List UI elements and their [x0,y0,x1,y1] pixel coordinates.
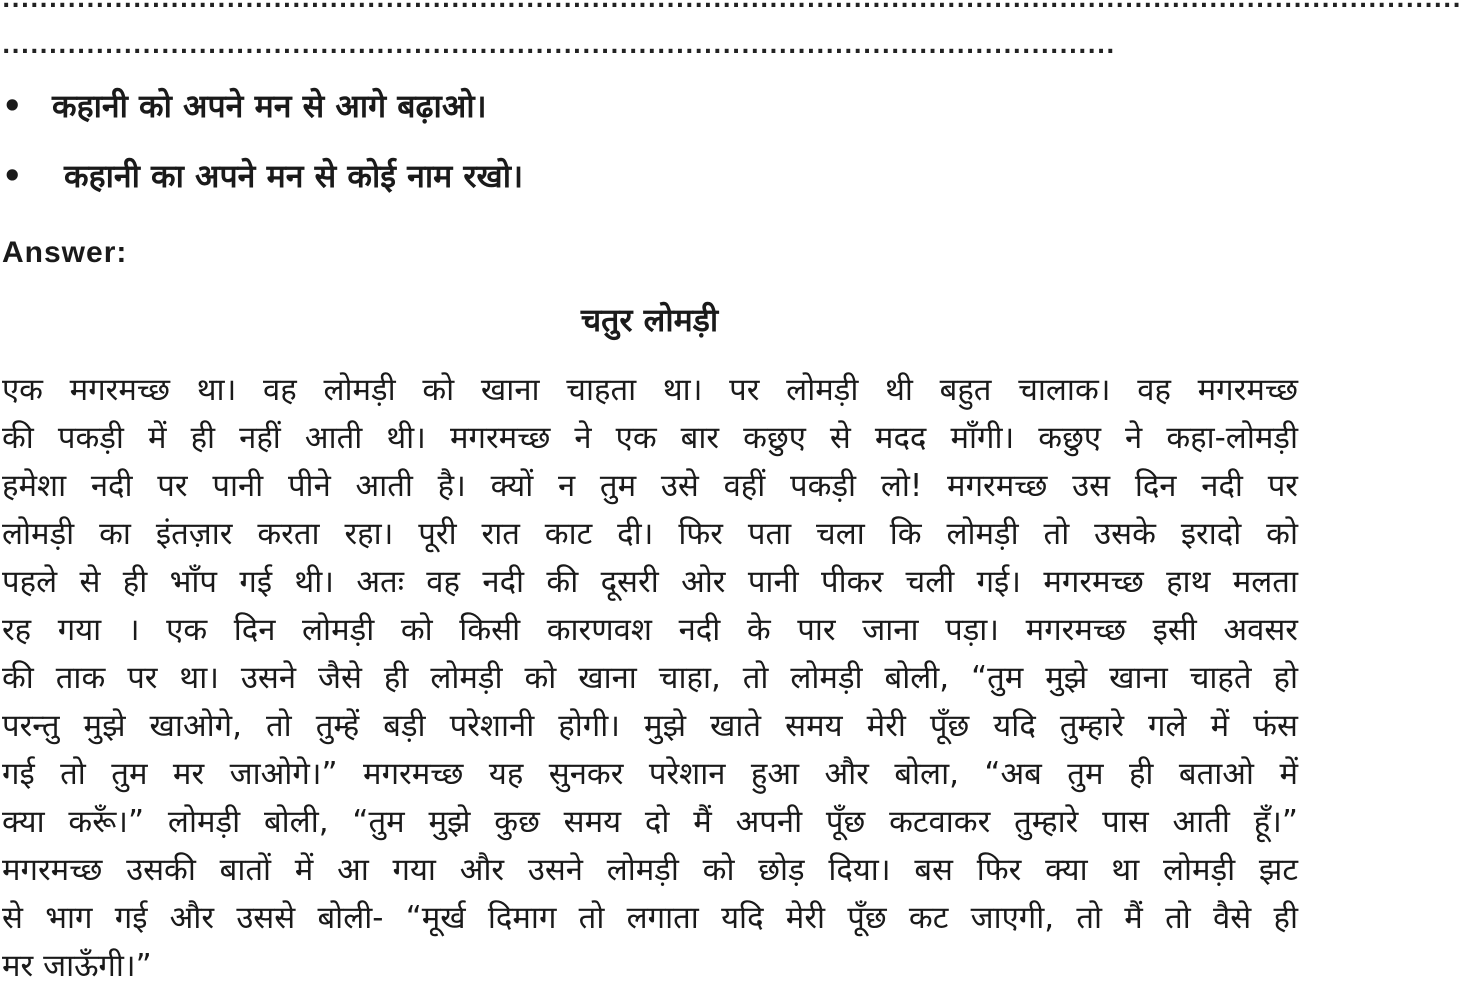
story-line: पहले से ही भाँप गई थी। अतः वह नदी की दूसरी ओर पानी पीकर चली गई। मगरमच्छ हाथ मलता [2,564,1298,600]
answer-label: Answer: [2,236,128,269]
instruction-text: कहानी को अपने मन से आगे बढ़ाओ। [52,87,487,125]
story-line: गई तो तुम मर जाओगे।” मगरमच्छ यह सुनकर परेशान हुआ और बोला, “अब तुम ही बताओ में [2,756,1298,792]
story-line: से भाग गई और उससे बोली- “मूर्ख दिमाग तो लगाता यदि मेरी पूँछ कट जाएगी, तो मैं तो वैसे ही [2,900,1298,936]
bullet-icon: • [2,157,23,195]
story-title: चतुर लोमड़ी [580,301,719,339]
instruction-item [2,84,487,127]
story-line: हमेशा नदी पर पानी पीने आती है। क्यों न तुम उसे वहीं पकड़ी लो! मगरमच्छ उस दिन नदी पर [2,468,1298,504]
dotted-answer-line: ............................................................................................................................................................ [2,0,1462,13]
story-line: की ताक पर था। उसने जैसे ही लोमड़ी को खाना चाहा, तो लोमड़ी बोली, “तुम मुझे खाना चाहते हो [2,660,1298,696]
story-line: परन्तु मुझे खाओगे, तो तुम्हें बड़ी परेशानी होगी। मुझे खाते समय मेरी पूँछ यदि तुम्हारे गले में फंस [2,708,1298,744]
story-line: लोमड़ी का इंतज़ार करता रहा। पूरी रात काट दी। फिर पता चला कि लोमड़ी तो उसके इरादो को [2,516,1298,552]
story-line: की पकड़ी में ही नहीं आती थी। मगरमच्छ ने एक बार कछुए से मदद माँगी। कछुए ने कहा-लोमड़ी [2,420,1298,456]
story-line: एक मगरमच्छ था। वह लोमड़ी को खाना चाहता था। पर लोमड़ी थी बहुत चालाक। वह मगरमच्छ [2,372,1298,408]
instruction-item [2,154,523,197]
bullet-icon: • [2,87,23,125]
instruction-text: कहानी का अपने मन से कोई नाम रखो। [64,157,524,195]
story-paragraph [2,366,1298,990]
story-line: मर जाऊँगी।” [2,948,152,984]
story-line: रह गया । एक दिन लोमड़ी को किसी कारणवश नदी के पार जाना पड़ा। मगरमच्छ इसी अवसर [2,612,1298,648]
story-line: मगरमच्छ उसकी बातों में आ गया और उसने लोमड़ी को छोड़ दिया। बस फिर क्या था लोमड़ी झट [2,852,1298,888]
dotted-answer-line: ....................................................................................................................... [2,34,1116,59]
story-line: क्या करूँ।” लोमड़ी बोली, “तुम मुझे कुछ समय दो मैं अपनी पूँछ कटवाकर तुम्हारे पास आती हूँ।” [2,804,1298,840]
